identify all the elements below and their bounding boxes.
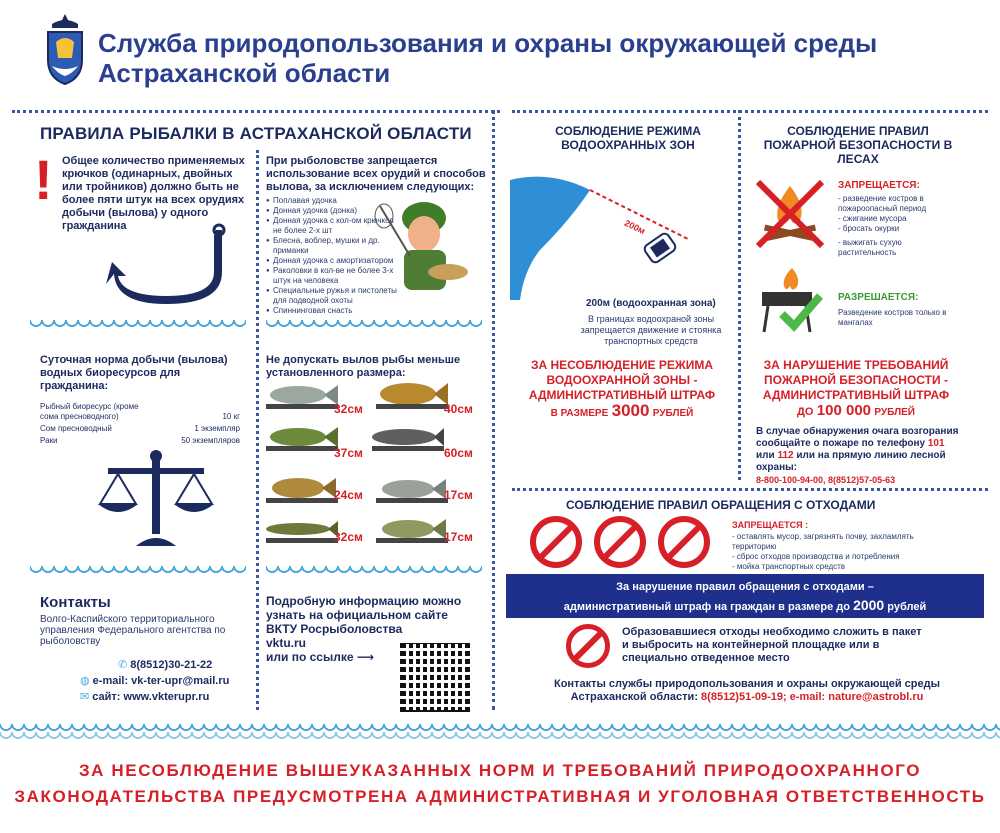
waste-contacts-email[interactable]: e-mail: nature@astrobl.ru — [789, 691, 924, 703]
water-fine-line3: АДМИНИСТРАТИВНЫЙ ШТРАФ — [528, 388, 716, 402]
waste-title: СОБЛЮДЕНИЕ ПРАВИЛ ОБРАЩЕНИЯ С ОТХОДАМИ — [566, 498, 876, 512]
qr-code[interactable] — [400, 642, 470, 712]
water-fine-line2: ВОДООХРАННОЙ ЗОНЫ - — [546, 373, 698, 387]
waste-fine-line2-text: административный штраф на граждан в размере до — [563, 601, 851, 613]
hooks-rule: Общее количество применяемых крючков (одинарных, двойных или тройников) должно быть не более пяти штук на всех орудиях добычи (вылова) у одного гражданина — [62, 155, 245, 232]
footer-line2: ЗАКОНОДАТЕЛЬСТВА ПРЕДУСМОТРЕНА АДМИНИСТРАТИВНАЯ И УГОЛОВНАЯ ОТВЕТСТВЕННОСТЬ — [14, 787, 986, 806]
fire-fine-line4 — [748, 403, 964, 420]
fish-size-label: 24см — [334, 488, 363, 502]
fish-size-label: 40см — [444, 402, 473, 416]
water-zone-text: В границах водоохраной зоны запрещается движение и стоянка транспортных средств — [580, 314, 722, 346]
contact-phone — [118, 658, 212, 671]
divider — [512, 110, 988, 113]
no-littering-icon — [566, 624, 610, 668]
more-info-site[interactable]: vktu.ru — [266, 636, 307, 650]
list-item: - сжигание мусора — [838, 214, 907, 223]
fire-fine-line3: АДМИНИСТРАТИВНЫЙ ШТРАФ — [762, 388, 950, 402]
fire-title: СОБЛЮДЕНИЕ ПРАВИЛ ПОЖАРНОЙ БЕЗОПАСНОСТИ В ЛЕСАХ — [763, 124, 953, 166]
waste-fine-line1: За нарушение правил обращения с отходами – — [616, 581, 874, 593]
fish-icon — [266, 514, 338, 544]
fish-size-label: 17см — [444, 530, 473, 544]
list-item: ● Донная удочка с амортизатором — [266, 256, 402, 266]
ban-intro: При рыболовстве запрещается использование всех орудий и способов вылова, за исключением следующих: — [266, 155, 486, 193]
exclamation-icon: ! — [34, 148, 53, 211]
waste-fine-amount: 2000 — [853, 597, 885, 613]
wave-divider — [30, 320, 246, 332]
waste-contacts-line1: Контакты службы природопользования и охраны окружающей среды — [553, 678, 941, 690]
fire-report-or: или — [756, 450, 775, 461]
waste-contacts-phone[interactable]: 8(8512)51-09-19; — [701, 691, 787, 703]
fire-fine-pre: ДО — [797, 406, 814, 418]
contact-email-text[interactable]: e-mail: vk-ter-upr@mail.ru — [92, 675, 230, 687]
list-item: - разведение костров в пожароопасный период — [838, 194, 927, 213]
fish-size-label: 37см — [334, 446, 363, 460]
fire-fine-amount: 100 000 — [816, 402, 872, 419]
page-title-line2: Астраханской области — [98, 58, 391, 88]
fish-icon — [266, 422, 338, 452]
contacts-title: Контакты — [40, 594, 111, 611]
envelope-icon: ✉ — [80, 691, 90, 703]
list-item: - выжигать сухую растительность — [838, 238, 902, 257]
coat-of-arms-icon — [42, 12, 88, 88]
phone-icon: ✆ — [118, 659, 128, 671]
fire-allowed-title: РАЗРЕШАЕТСЯ: — [838, 292, 919, 303]
fire-phone-101[interactable]: 101 — [927, 438, 945, 449]
fire-fine-line2: ПОЖАРНОЙ БЕЗОПАСНОСТИ - — [764, 373, 948, 387]
no-car-wash-icon — [658, 516, 710, 568]
fisherman-illustration — [374, 186, 484, 311]
divider — [512, 488, 988, 491]
contact-site-text[interactable]: сайт: www.vkterupr.ru — [92, 691, 210, 703]
water-fine-line4 — [514, 403, 730, 421]
list-item: ● Поплавая удочка — [266, 196, 402, 206]
list-item: ● Специальные ружья и пистолеты для подводной охоты — [266, 286, 402, 306]
list-item — [40, 402, 240, 422]
fire-forbidden-title: ЗАПРЕЩАЕТСЯ: — [838, 180, 920, 191]
coat-of-arms — [42, 12, 88, 88]
list-item: ● Спиннинговая снасть — [266, 306, 402, 316]
fire-fine — [748, 358, 964, 420]
water-fine-post: РУБЛЕЙ — [652, 408, 694, 419]
fire-report — [756, 426, 962, 486]
no-car-dumping-icon — [530, 516, 582, 568]
daily-norm-title: Суточная норма добычи (вылова) водных биоресурсов для гражданина: — [40, 354, 228, 392]
water-fine-line1: ЗА НЕСОБЛЮДЕНИЕ РЕЖИМА — [530, 358, 714, 372]
fishing-hook-icon — [96, 222, 246, 317]
fire-allowed-text: Разведение костров только в мангалах — [838, 308, 947, 327]
divider — [492, 110, 495, 710]
waste-contacts-line2 — [512, 691, 982, 704]
fish-size-label: 32см — [334, 530, 363, 544]
wave-divider — [266, 566, 482, 578]
page-title-line1: Служба природопользования и охраны окружающей среды — [98, 28, 878, 58]
contact-site — [80, 690, 209, 703]
water-title: СОБЛЮДЕНИЕ РЕЖИМА ВОДООХРАННЫХ ЗОН — [555, 124, 701, 152]
size-limit-title: Не допускать вылов рыбы меньше установленного размера: — [266, 354, 461, 379]
footer-line1: ЗА НЕСОБЛЮДЕНИЕ ВЫШЕУКАЗАННЫХ НОРМ И ТРЕБОВАНИЙ ПРИРОДООХРАННОГО — [78, 761, 922, 780]
list-item-value: 1 экземпляр — [194, 424, 240, 433]
fish-icon — [376, 380, 448, 410]
list-item — [40, 424, 240, 434]
scales-icon — [96, 446, 216, 561]
waste-fine-post: рублей — [887, 601, 927, 613]
wave-divider — [30, 566, 246, 578]
fire-fine-line1: ЗА НАРУШЕНИЕ ТРЕБОВАНИЙ — [763, 358, 949, 372]
divider — [256, 150, 259, 710]
fish-size-label: 32см — [334, 402, 363, 416]
list-item: - оставлять мусор, загрязнять почву, захламлять территорию — [732, 532, 914, 551]
globe-icon: ◍ — [80, 675, 90, 687]
fish-icon — [376, 474, 448, 504]
wave-divider — [266, 320, 482, 332]
water-fine-pre: В РАЗМЕРЕ — [550, 408, 609, 419]
fishing-title: ПРАВИЛА РЫБАЛКИ В АСТРАХАНСКОЙ ОБЛАСТИ — [40, 124, 472, 143]
waste-forbidden-list — [732, 532, 952, 572]
waste-fine-banner — [506, 574, 984, 618]
fish-size-label: 60см — [444, 446, 473, 460]
water-fine-amount: 3000 — [611, 401, 650, 420]
fish-size-label: 17см — [444, 488, 473, 502]
waste-contacts — [512, 678, 982, 704]
list-item-label: Сом пресноводный — [40, 424, 112, 433]
fire-forbidden-list — [838, 194, 958, 258]
water-fine — [514, 358, 730, 421]
waste-instruction: Образовавшиеся отходы необходимо сложить в пакет и выбросить на контейнерной площадке или в специально отведенное место — [622, 626, 922, 664]
water-zone-label: 200м (водоохранная зона) — [586, 298, 716, 309]
list-item-value: 10 кг — [222, 412, 240, 421]
fish-icon — [372, 422, 444, 452]
more-info-text: Подробную информацию можно узнать на официальном сайте ВКТУ Росрыболовства — [266, 594, 462, 636]
river-illustration — [510, 160, 730, 305]
no-waste-dumping-icon — [594, 516, 646, 568]
contacts-org: Волго-Каспийского территориального управления Федерального агентства по рыболовству — [40, 614, 226, 647]
fire-fine-post: РУБЛЕЙ — [874, 407, 915, 418]
list-item: ● Блесна, воблер, мушки и др. приманки — [266, 236, 402, 256]
fire-phone-112[interactable]: 112 — [777, 450, 794, 461]
waste-fine-line2 — [506, 596, 984, 616]
water-distance: 200м — [622, 217, 647, 237]
daily-norm-list — [40, 402, 240, 446]
more-info-link-text: или по ссылке — [266, 650, 354, 664]
list-item-label: Раки — [40, 436, 58, 445]
list-item: - мойка транспортных средств — [732, 562, 846, 571]
contact-email — [80, 674, 229, 687]
list-item: ● Донная удочка (донка) — [266, 206, 402, 216]
fish-icon — [266, 380, 338, 410]
list-item-value: 50 экземпляров — [181, 436, 240, 445]
list-item-label: Рыбный биоресурс (кроме сома пресноводного) — [40, 402, 139, 421]
list-item: ● Донная удочка с кол-ом крючков не более 2-х шт — [266, 216, 402, 236]
fire-hotline[interactable]: 8-800-100-94-00, 8(8512)57-05-63 — [756, 475, 896, 485]
divider — [12, 110, 500, 113]
fire-report-post: или на прямую линию лесной охраны: — [756, 450, 946, 473]
contact-phone-text[interactable]: 8(8512)30-21-22 — [130, 659, 213, 671]
wave-divider — [0, 732, 1000, 744]
waste-ban-icons — [530, 516, 720, 570]
arrow-right-icon: ⟶ — [356, 650, 375, 664]
divider — [738, 110, 741, 480]
fish-icon — [266, 474, 338, 504]
footer-warning — [0, 758, 1000, 810]
page-title — [98, 28, 877, 88]
list-item: ● Раколовки в кол-ве не более 3-х штук на человека — [266, 266, 402, 286]
waste-forbidden-title: ЗАПРЕЩАЕТСЯ : — [732, 520, 809, 530]
list-item: - бросать окурки — [838, 224, 900, 233]
fish-icon — [376, 514, 448, 544]
list-item: - сброс отходов производства и потребления — [732, 552, 900, 561]
list-item — [40, 436, 240, 446]
fish-sizes-grid — [264, 378, 490, 548]
campfire-ban-icon — [754, 178, 826, 255]
grill-check-icon — [758, 266, 828, 341]
waste-contacts-line2-text: Астраханской области: — [570, 691, 698, 703]
fire-report-pre: В случае обнаружения очага возгорания сообщайте о пожаре по телефону — [756, 426, 959, 449]
